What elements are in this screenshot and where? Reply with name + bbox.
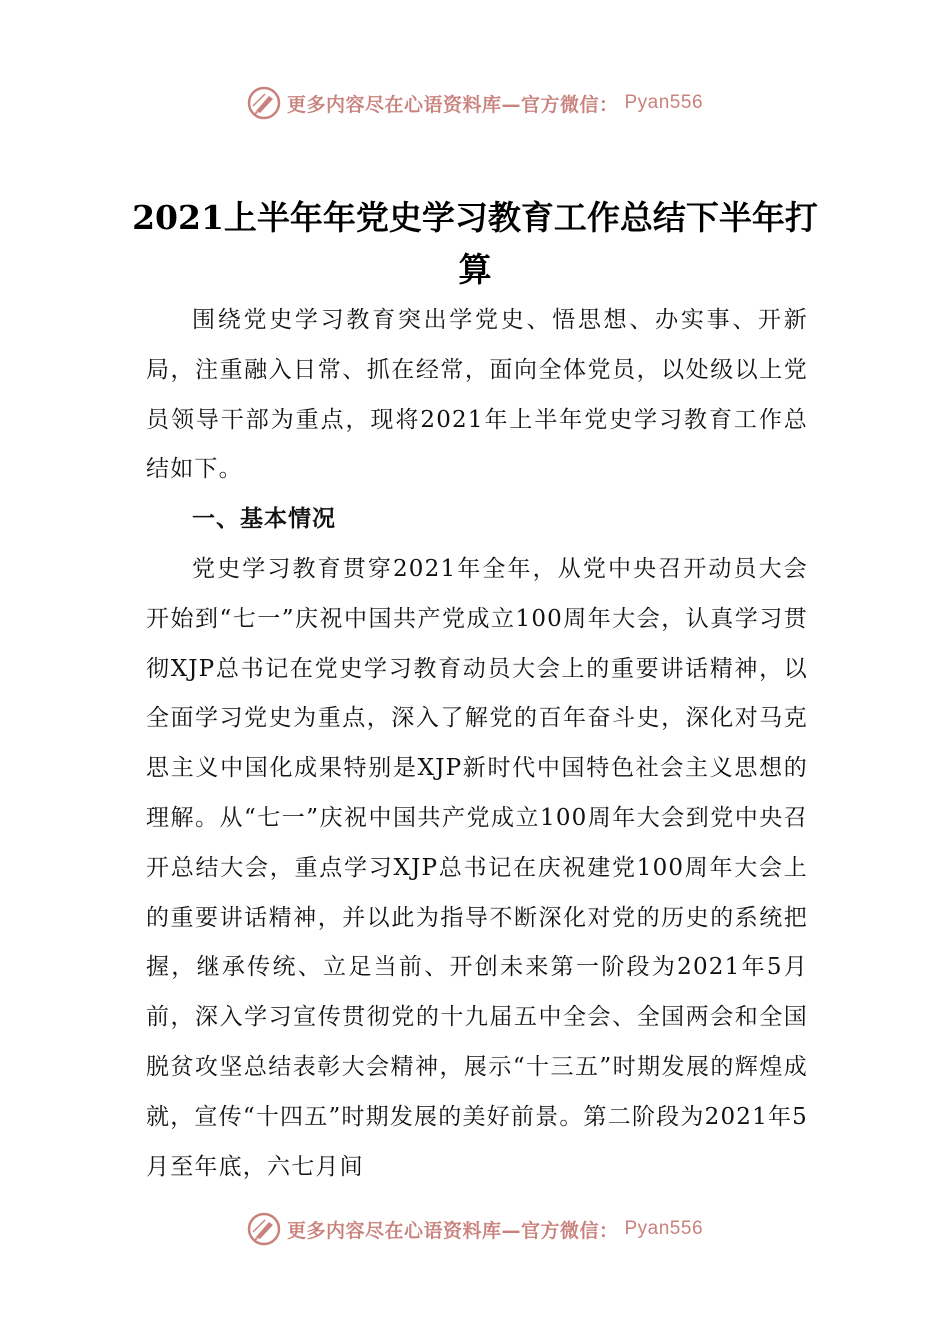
intro-paragraph: 围绕党史学习教育突出学党史、悟思想、办实事、开新局，注重融入日常、抓在经常，面向全体党员，以处级以上党员领导干部为重点，现将2021年上半年党史学习教育工作总结如下。 bbox=[146, 307, 808, 483]
section-paragraph: 党史学习教育贯穿2021年全年，从党中央召开动员大会开始到“七一”庆祝中国共产党成立100周年大会，认真学习贯彻XJP总书记在党史学习教育动员大会上的重要讲话精神，以全面学习党史为重点，深入了解党的百年奋斗史，深化对马克思主义中国化成果特别是XJP新时代中国特色社会主义思想的理解。从“七一”庆祝中国共产党成立100周年大会到党中央召开总结大会，重点学习XJP总书记在庆祝建党100周年大会上的重要讲话精神，并以此为指导不断深化对党的历史的系统把握，继承传统、立足当前、开创未来第一阶段为2021年5月前，深入学习宣传贯彻党的十九届五中全会、全国两会和全国脱贫攻坚总结表彰大会精神，展示“十三五”时期发展的辉煌成就，宣传“十四五”时期发展的美好前景。第二阶段为2021年5月至年底，六七月间 bbox=[146, 555, 808, 1180]
section-heading-basic-situation: 一、基本情况 bbox=[192, 506, 336, 533]
document-title: 2021上半年年党史学习教育工作总结下半年打算 bbox=[132, 198, 818, 290]
pen-logo-icon bbox=[247, 1212, 281, 1246]
pen-logo-icon bbox=[247, 86, 281, 120]
document-body bbox=[146, 296, 808, 1192]
watermark-wechat-id: Pyan556 bbox=[624, 1218, 704, 1239]
watermark-wechat-id: Pyan556 bbox=[624, 92, 704, 113]
watermark-footer bbox=[0, 1212, 950, 1246]
watermark-text: 更多内容尽在心语资料库—官方微信： bbox=[286, 93, 619, 116]
watermark-text: 更多内容尽在心语资料库—官方微信： bbox=[286, 1219, 619, 1242]
watermark-header bbox=[0, 86, 950, 120]
